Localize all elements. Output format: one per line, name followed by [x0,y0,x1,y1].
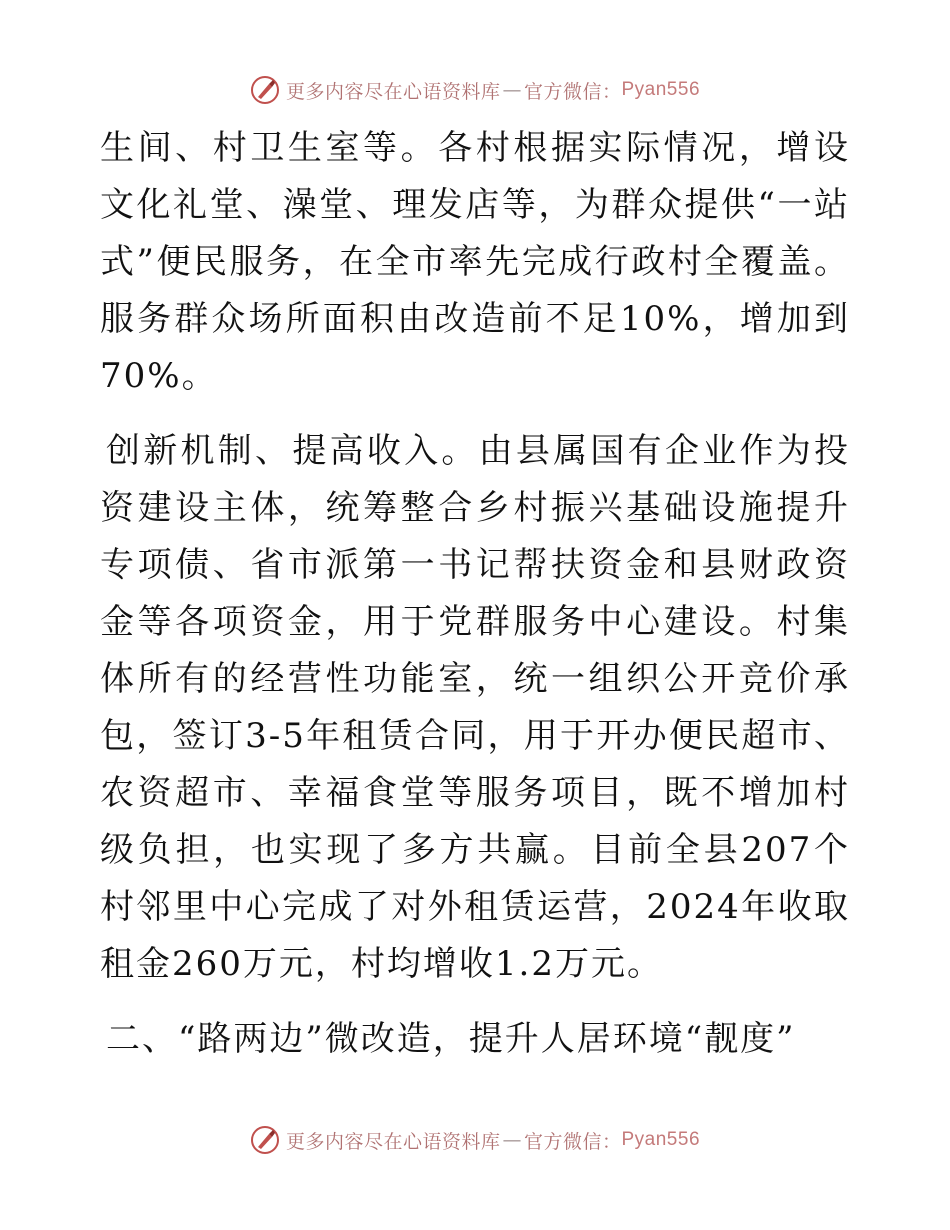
paragraph-1: 生间、村卫生室等。各村根据实际情况，增设文化礼堂、澡堂、理发店等，为群众提供“一站式”便民服务，在全市率先完成行政村全覆盖。服务群众场所面积由改造前不足10%，增加到70%。 [100,128,850,396]
pen-logo-icon [250,1125,280,1155]
watermark-wechat-id: Pyan556 [621,1129,701,1150]
watermark-text: 更多内容尽在心语资料库 [285,1130,501,1153]
watermark-footer [0,1120,950,1160]
section-heading: 二、“路两边”微改造，提升人居环境“靓度” [106,1019,796,1059]
watermark-header [0,70,950,110]
watermark-wechat-id: Pyan556 [621,79,701,100]
watermark-separator: — [502,79,522,101]
watermark-suffix: 官方微信： [523,1130,622,1153]
pen-logo-icon [250,75,280,105]
watermark-text: 更多内容尽在心语资料库 [285,80,501,103]
paragraph-2: 创新机制、提高收入。由县属国有企业作为投资建设主体，统筹整合乡村振兴基础设施提升专项债、省市派第一书记帮扶资金和县财政资金等各项资金，用于党群服务中心建设。村集体所有的经营性功能室，统一组织公开竞价承包，签订3-5年租赁合同，用于开办便民超市、农资超市、幸福食堂等服务项目，既不增加村级负担，也实现了多方共赢。目前全县207个村邻里中心完成了对外租赁运营，2024年收取租金260万元，村均增收1.2万元。 [100,431,850,984]
document-body [100,120,850,1068]
watermark-separator: — [502,1129,522,1151]
watermark-suffix: 官方微信： [523,80,622,103]
